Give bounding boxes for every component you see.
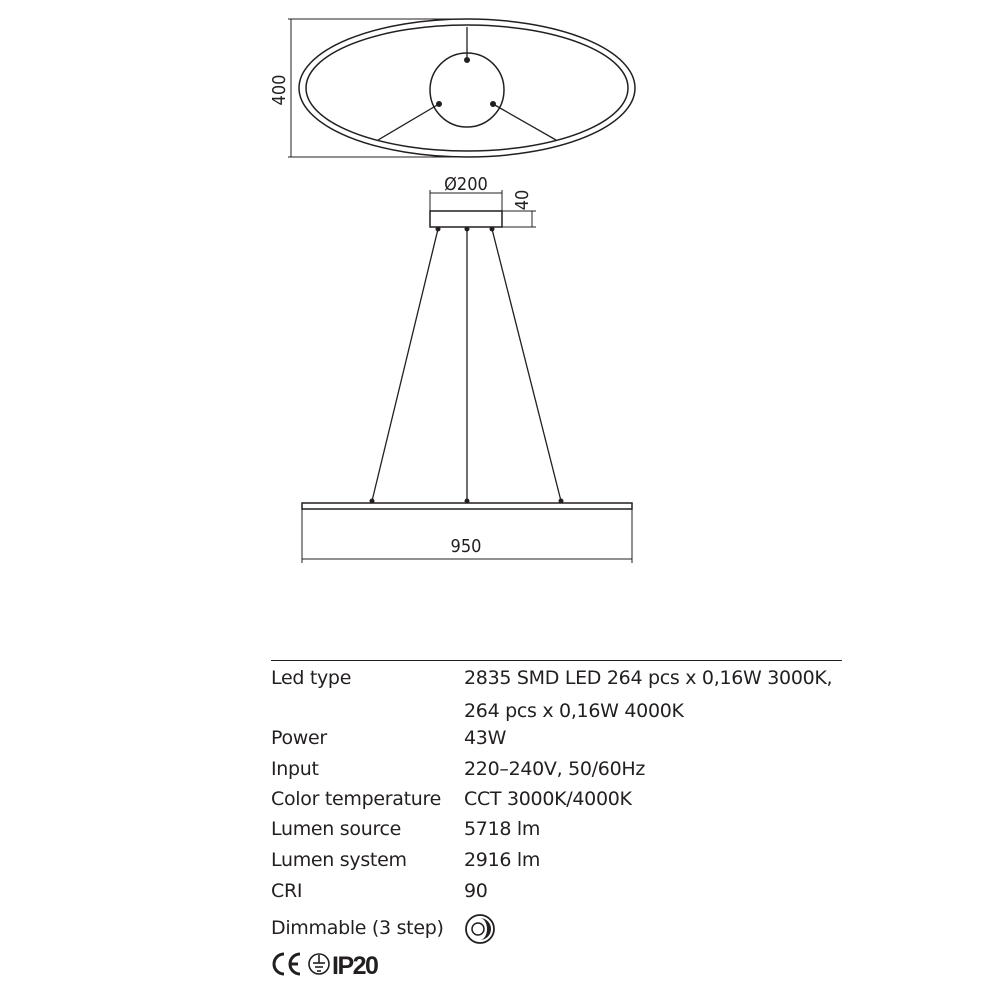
canopy-height-label: 40: [512, 189, 533, 211]
top-view-wire: [493, 104, 556, 140]
spec-row-led-type: [271, 663, 842, 693]
spec-label: Color temperature: [271, 788, 441, 810]
spec-value: 5718 lm: [464, 818, 541, 840]
width-dimension-label: 950: [450, 536, 482, 557]
spec-label: Lumen source: [271, 818, 402, 840]
spec-row-cri: [271, 876, 842, 906]
spec-value: 220–240V, 50/60Hz: [464, 758, 646, 780]
canopy-top-view: [430, 53, 504, 127]
spec-label: Led type: [271, 667, 352, 689]
ce-mark: [274, 954, 300, 974]
spec-value: 90: [464, 880, 488, 902]
side-view: [302, 190, 632, 563]
spec-label: Dimmable (3 step): [271, 917, 444, 939]
height-dimension-label: 400: [269, 74, 290, 106]
spec-row-led-type-continued: [271, 696, 842, 726]
wire-anchor: [436, 227, 440, 231]
wire-anchor: [437, 102, 442, 107]
spec-row-lumen-system: [271, 845, 842, 875]
suspension-wire: [492, 229, 561, 501]
wire-anchor: [490, 227, 494, 231]
specification-table: [271, 660, 842, 939]
spec-row-power: [271, 723, 842, 753]
spec-row-color-temperature: [271, 784, 842, 814]
spec-value: 2835 SMD LED 264 pcs x 0,16W 3000K,: [464, 667, 833, 689]
dimmable-icon: [464, 913, 496, 945]
spec-label: CRI: [271, 880, 303, 902]
spec-row-input: [271, 754, 842, 784]
ring-side-view: [302, 503, 632, 509]
ground-icon: [309, 954, 329, 974]
canopy-diameter-label: Ø200: [444, 174, 488, 195]
spec-value: 264 pcs x 0,16W 4000K: [464, 700, 684, 722]
spec-label: Power: [271, 727, 327, 749]
wire-anchor: [491, 102, 496, 107]
certification-marks: [270, 948, 390, 980]
wire-anchor: [465, 227, 469, 231]
ip-rating: IP20: [332, 952, 378, 980]
suspension-wire: [372, 229, 438, 501]
spec-value: CCT 3000K/4000K: [464, 788, 632, 810]
spec-label: Input: [271, 758, 319, 780]
spec-label: Lumen system: [271, 849, 407, 871]
canopy: [430, 211, 502, 227]
spec-row-dimmable: [271, 913, 842, 943]
spec-value: 2916 lm: [464, 849, 541, 871]
top-view-wire: [378, 104, 439, 140]
spec-value: 43W: [464, 727, 507, 749]
wire-anchor: [465, 58, 470, 63]
top-view: [288, 19, 635, 157]
spec-row-lumen-source: [271, 814, 842, 844]
